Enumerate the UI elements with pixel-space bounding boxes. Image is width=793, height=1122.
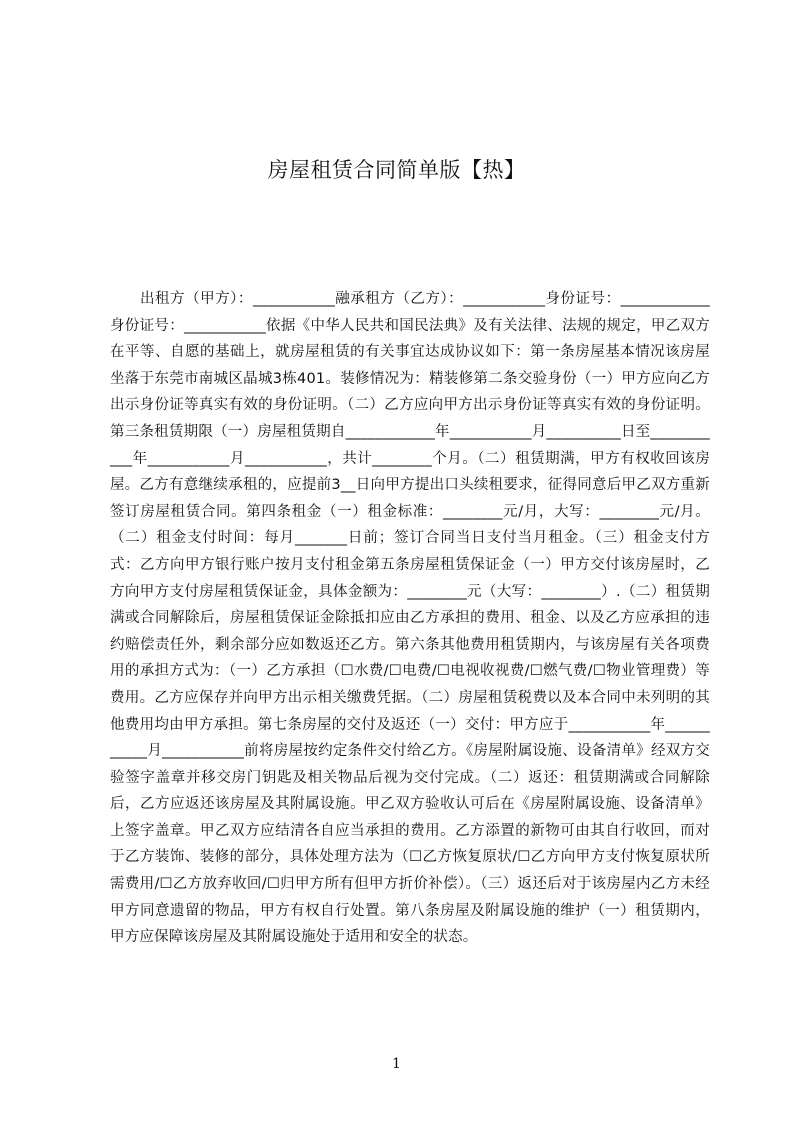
page-number: 1 xyxy=(392,1056,401,1072)
contract-body-text: 出租方（甲方）：___________融承租方（乙方）：___________身份证号：____________身份证号：___________依据《中华人民共和国民法典》及有关法律、法规的规定，甲乙双方在平等、自愿的基础上，就房屋租赁的有关事宜达成协议如下：第一条房屋基本情况该房屋坐落于东莞市南城区晶城3栋401。装修情况为：精装修第二条交验身份（一）甲方应向乙方出示身份证等真实有效的身份证明。（二）乙方应向甲方出示身份证等真实有效的身份证明。第三条租赁期限（一）房屋租赁期自____________年___________月__________日至___________年___________月___________，共计________个月。（二）租赁期满，甲方有权收回该房屋。乙方有意继续承租的，应提前3__日向甲方提出口头续租要求，征得同意后甲乙双方重新签订房屋租赁合同。第四条租金（一）租金标准：________元/月，大写：________元/月。（二）租金支付时间：每月_______日前；签订合同当日支付当月租金。（三）租金支付方式：乙方向甲方银行账户按月支付租金第五条房屋租赁保证金（一）甲方交付该房屋时，乙方向甲方支付房屋租赁保证金，具体金额为：________元（大写：________）.（二）租赁期满或合同解除后，房屋租赁保证金除抵扣应由乙方承担的费用、租金、以及乙方应承担的违约赔偿责任外，剩余部分应如数返还乙方。第六条其他费用租赁期内，与该房屋有关各项费用的承担方式为：（一）乙方承担（☐水费/☐电费/☐电视收视费/☐燃气费/☐物业管理费）等费用。乙方应保存并向甲方出示相关缴费凭据。（二）房屋租赁税费以及本合同中未列明的其他费用均由甲方承担。第七条房屋的交付及返还（一）交付：甲方应于___________年___________月___________前将房屋按约定条件交付给乙方。《房屋附属设施、设备清单》经双方交验签字盖章并移交房门钥匙及相关物品后视为交付完成。（二）返还：租赁期满或合同解除后，乙方应返还该房屋及其附属设施。甲乙双方验收认可后在《房屋附属设施、设备清单》上签字盖章。甲乙双方应结清各自应当承担的费用。乙方添置的新物可由其自行收回，而对于乙方装饰、装修的部分，具体处理方法为（☐乙方恢复原状/☐乙方向甲方支付恢复原状所需费用/☐乙方放弃收回/☐归甲方所有但甲方折价补偿）。（三）返还后对于该房屋内乙方未经甲方同意遗留的物品，甲方有权自行处置。第八条房屋及附属设施的维护（一）租赁期内，甲方应保障该房屋及其附属设施处于适用和安全的状态。 xyxy=(110,291,710,946)
document-title: 房屋租赁合同简单版【热】 xyxy=(267,158,526,183)
